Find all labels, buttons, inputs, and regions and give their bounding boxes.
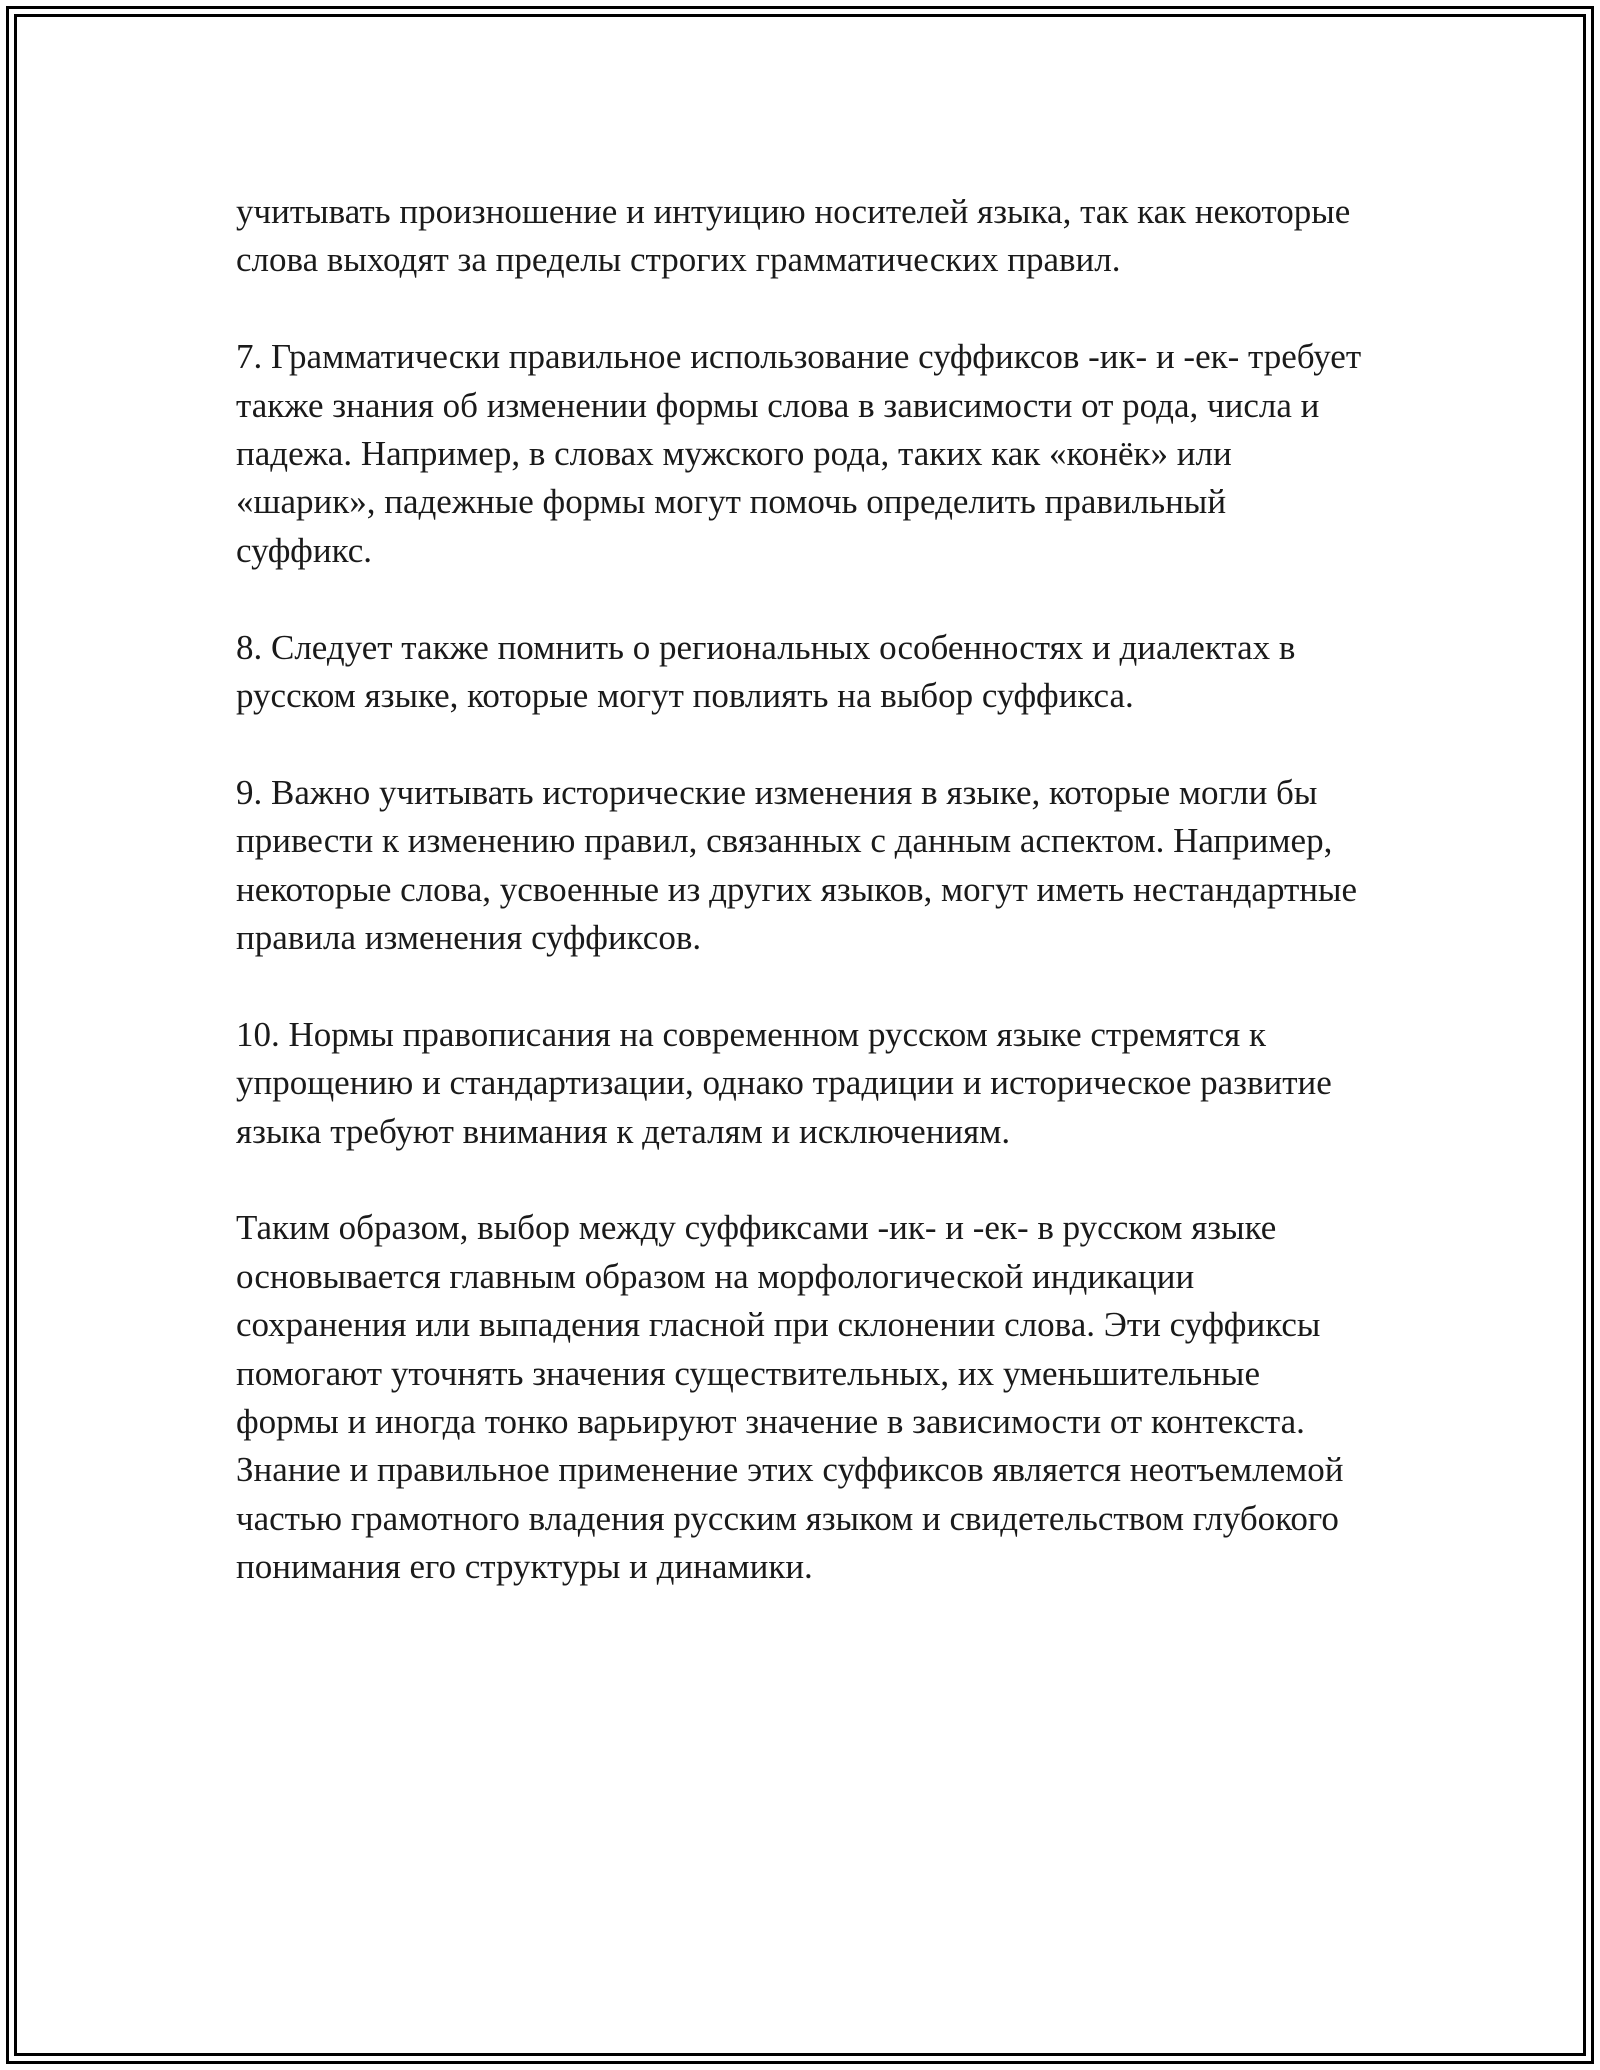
- document-body: [236, 188, 1366, 1592]
- paragraph-conclusion: Таким образом, выбор между суффиксами -ик- и -ек- в русском языке основывается главным образом на морфологической индикации сохранения или выпадения гласной при склонении слова. Эти суффиксы помогают уточнять значения существительных, их уменьшительные формы и иногда тонко варьируют значение в зависимости от контекста. Знание и правильное применение этих суффиксов является неотъемлемой частью грамотного владения русским языком и свидетельством глубокого понимания его структуры и динамики.: [236, 1208, 1344, 1587]
- paragraph-item-8: 8. Следует также помнить о региональных особенностях и диалектах в русском языке, которые могут повлиять на выбор суффикса.: [236, 627, 1296, 716]
- paragraph-item-7: 7. Грамматически правильное использование суффиксов -ик- и -ек- требует также знания об изменении формы слова в зависимости от рода, числа и падежа. Например, в словах мужского рода, таких как «конёк» или «шарик», падежные формы могут помочь определить правильный суффикс.: [236, 337, 1362, 570]
- paragraph-item-10: 10. Нормы правописания на современном русском языке стремятся к упрощению и стандартизации, однако традиции и историческое развитие языка требуют внимания к деталям и исключениям.: [236, 1014, 1332, 1151]
- paragraph-continuation: учитывать произношение и интуицию носителей языка, так как некоторые слова выходят за пределы строгих грамматических правил.: [236, 192, 1351, 280]
- paragraph-item-9: 9. Важно учитывать исторические изменения в языке, которые могли бы привести к изменению правил, связанных с данным аспектом. Например, некоторые слова, усвоенные из других языков, могут иметь нестандартные правила изменения суффиксов.: [236, 772, 1358, 958]
